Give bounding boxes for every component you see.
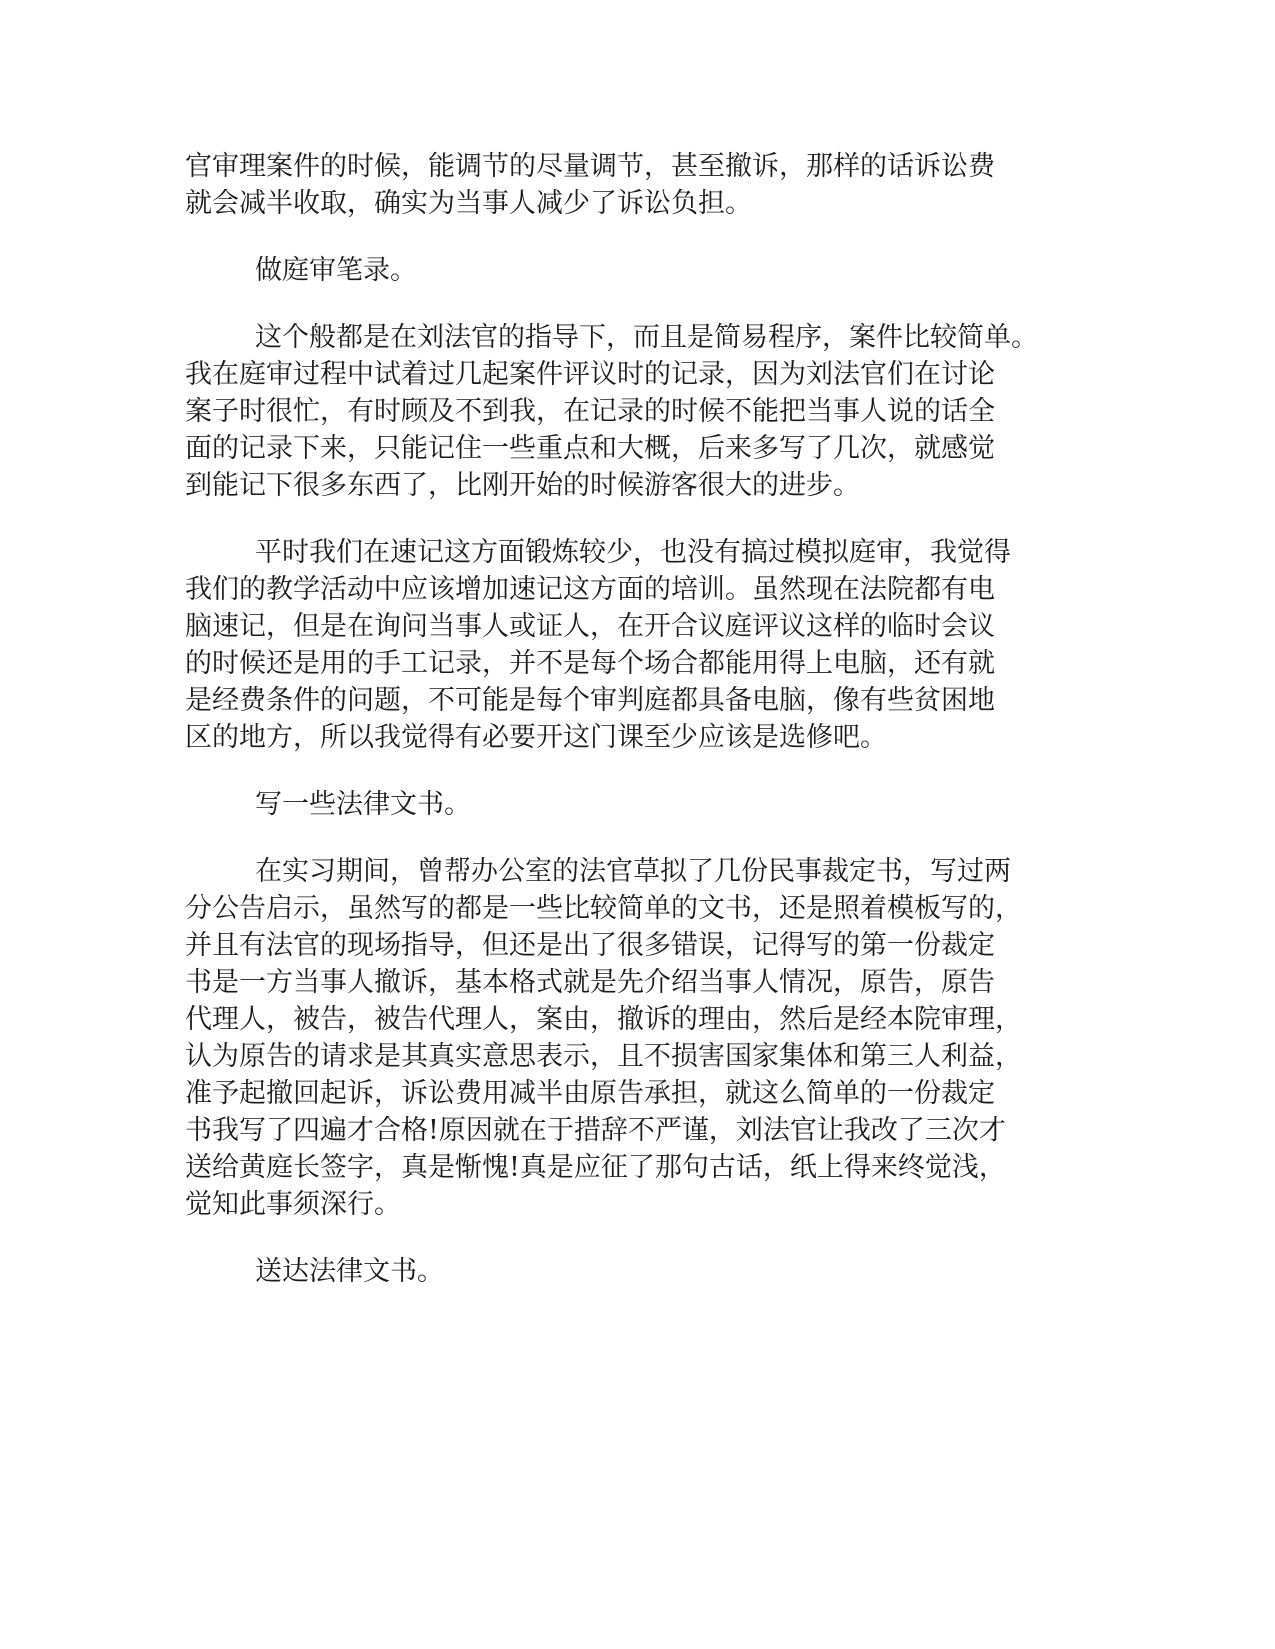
text-line: 案子时很忙，有时顾及不到我，在记录的时候不能把当事人说的话全 xyxy=(185,396,995,427)
paragraph-1 xyxy=(185,148,1085,222)
document-body xyxy=(185,148,1085,1320)
section-heading-service-of-documents xyxy=(185,1253,1085,1290)
section-heading-legal-documents xyxy=(185,786,1085,823)
text-line: 脑速记，但是在询问当事人或证人，在开合议庭评议这样的临时会议 xyxy=(185,611,995,642)
text-line: 我们的教学活动中应该增加速记这方面的培训。虽然现在法院都有电 xyxy=(185,574,995,605)
paragraph-6 xyxy=(185,853,1085,1223)
text-line: 书我写了四遍才合格!原因就在于措辞不严谨，刘法官让我改了三次才 xyxy=(185,1115,1006,1146)
text-line: 区的地方，所以我觉得有必要开这门课至少应该是选修吧。 xyxy=(185,722,887,753)
text-line: 写一些法律文书。 xyxy=(255,789,471,820)
text-line: 书是一方当事人撤诉，基本格式就是先介绍当事人情况，原告，原告 xyxy=(185,967,995,998)
text-line: 是经费条件的问题，不可能是每个审判庭都具备电脑，像有些贫困地 xyxy=(185,685,995,716)
text-line: 认为原告的请求是其真实意思表示，且不损害国家集体和第三人利益， xyxy=(185,1041,1022,1072)
text-line: 送给黄庭长签字，真是惭愧!真是应征了那句古话，纸上得来终觉浅， xyxy=(185,1152,1006,1183)
section-heading-court-record xyxy=(185,252,1085,289)
text-line: 准予起撤回起诉，诉讼费用减半由原告承担，就这么简单的一份裁定 xyxy=(185,1078,995,1109)
text-line: 官审理案件的时候，能调节的尽量调节，甚至撤诉，那样的话诉讼费 xyxy=(185,151,995,182)
text-line: 代理人，被告，被告代理人，案由，撤诉的理由，然后是经本院审理， xyxy=(185,1004,1022,1035)
text-line: 并且有法官的现场指导，但还是出了很多错误，记得写的第一份裁定 xyxy=(185,930,995,961)
text-line: 面的记录下来，只能记住一些重点和大概，后来多写了几次，就感觉 xyxy=(185,433,995,464)
text-line: 平时我们在速记这方面锻炼较少，也没有搞过模拟庭审，我觉得 xyxy=(255,537,1011,568)
text-line: 做庭审笔录。 xyxy=(255,255,417,286)
text-line: 我在庭审过程中试着过几起案件评议时的记录，因为刘法官们在讨论 xyxy=(185,359,995,390)
text-line: 在实习期间，曾帮办公室的法官草拟了几份民事裁定书，写过两 xyxy=(255,856,1011,887)
paragraph-4 xyxy=(185,534,1085,756)
text-line: 觉知此事须深行。 xyxy=(185,1189,401,1220)
text-line: 的时候还是用的手工记录，并不是每个场合都能用得上电脑，还有就 xyxy=(185,648,995,679)
paragraph-3 xyxy=(185,319,1085,504)
text-line: 就会减半收取，确实为当事人减少了诉讼负担。 xyxy=(185,188,752,219)
text-line: 到能记下很多东西了，比刚开始的时候游客很大的进步。 xyxy=(185,470,860,501)
text-line: 这个般都是在刘法官的指导下，而且是简易程序，案件比较简单。 xyxy=(255,322,1038,353)
text-line: 分公告启示，虽然写的都是一些比较简单的文书，还是照着模板写的， xyxy=(185,893,1022,924)
text-line: 送达法律文书。 xyxy=(255,1256,444,1287)
